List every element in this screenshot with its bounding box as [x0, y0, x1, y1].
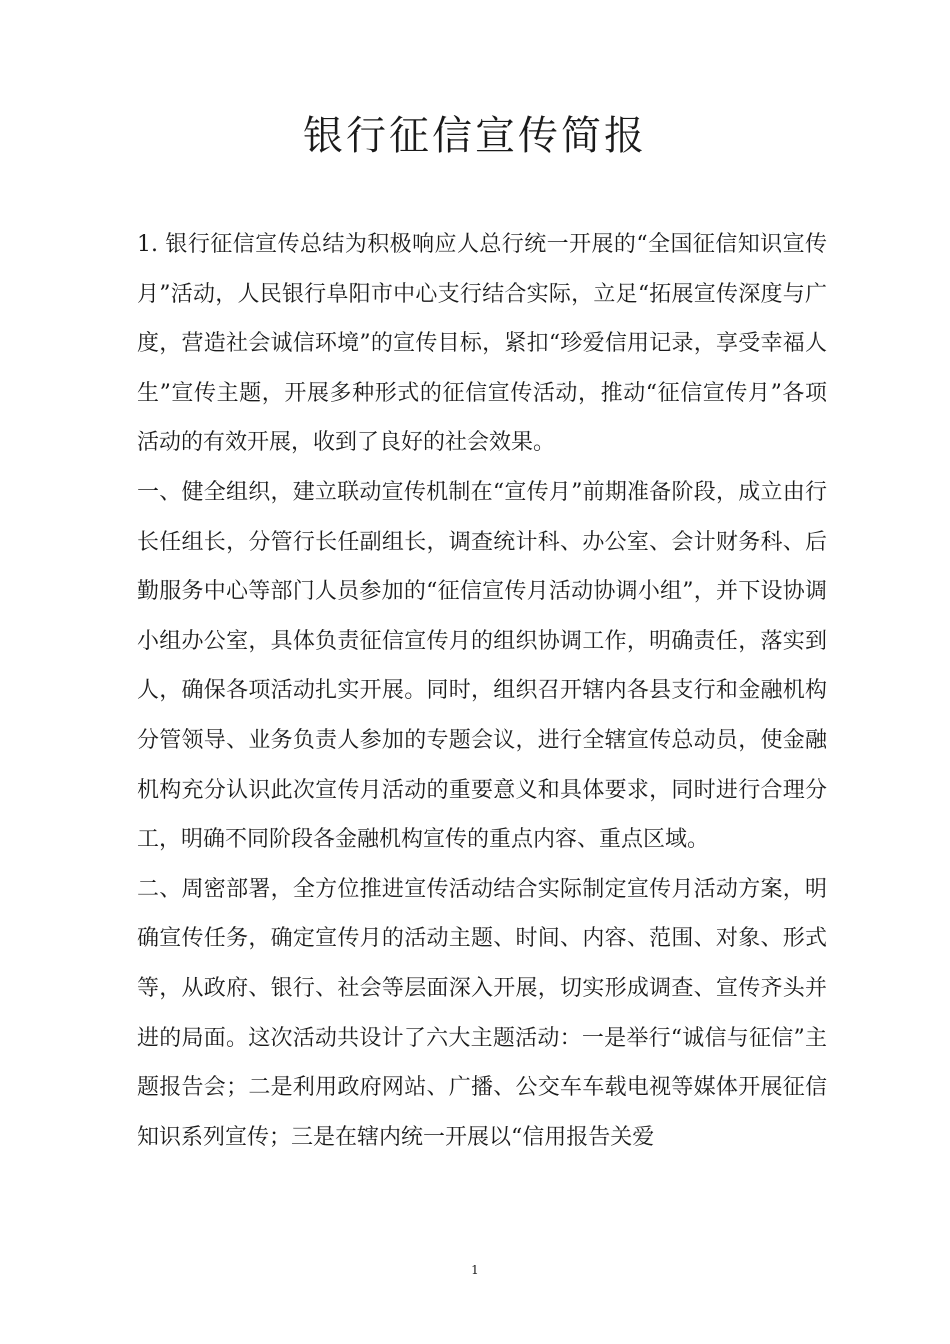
page-number: 1 — [471, 1263, 479, 1277]
paragraph-section-one: 一、健全组织，建立联动宣传机制在“宣传月”前期准备阶段，成立由行长任组长，分管行长任副组长，调查统计科、办公室、会计财务科、后勤服务中心等部门人员参加的“征信宣传月活动协调小组”，并下设协调小组办公室，具体负责征信宣传月的组织协调工作，明确责任，落实到人，确保各项活动扎实开展。同时，组织召开辖内各县支行和金融机构分管领导、业务负责人参加的专题会议，进行全辖宣传总动员，使金融机构充分认识此次宣传月活动的重要意义和具体要求，同时进行合理分工，明确不同阶段各金融机构宣传的重点内容、重点区域。 — [137, 479, 827, 853]
paragraph-intro: 1. 银行征信宣传总结为积极响应人总行统一开展的“全国征信知识宣传月”活动，人民银行阜阳市中心支行结合实际，立足“拓展宣传深度与广度，营造社会诚信环境”的宣传目标，紧扣“珍爱信用记录，享受幸福人生”宣传主题，开展多种形式的征信宣传活动，推动“征信宣传月”各项活动的有效开展，收到了良好的社会效果。 — [137, 232, 827, 456]
document-title: 银行征信宣传简报 — [303, 113, 647, 159]
document-body — [137, 220, 827, 1162]
paragraph-section-two: 二、周密部署，全方位推进宣传活动结合实际制定宣传月活动方案，明确宣传任务，确定宣传月的活动主题、时间、内容、范围、对象、形式等，从政府、银行、社会等层面深入开展，切实形成调查、宣传齐头并进的局面。这次活动共设计了六大主题活动：一是举行“诚信与征信”主题报告会；二是利用政府网站、广播、公交车车载电视等媒体开展征信知识系列宣传；三是在辖内统一开展以“信用报告关爱 — [137, 876, 827, 1150]
